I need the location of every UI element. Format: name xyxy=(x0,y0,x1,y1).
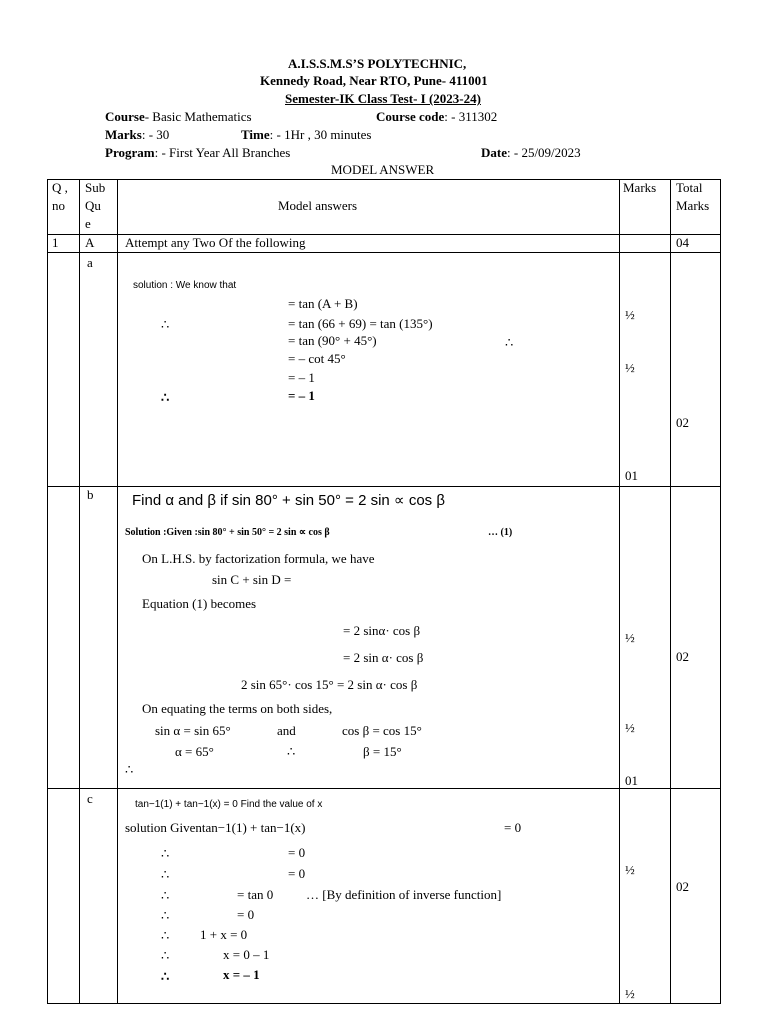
header-total-1: Total xyxy=(676,180,703,195)
sub-b-line-4: = 2 sinα· cos β xyxy=(343,623,421,638)
sub-b-total: 02 xyxy=(676,649,689,664)
sub-b-line-2: sin C + sin D = xyxy=(212,572,292,587)
sub-c-label: c xyxy=(87,791,93,806)
sub-c-question: tan−1(1) + tan−1(x) = 0 Find the value of x xyxy=(135,799,323,810)
table-border-right xyxy=(720,179,721,1004)
sub-c-line-4: = 0 xyxy=(237,907,255,922)
marks-label: Marks xyxy=(105,127,142,142)
time-label: Time xyxy=(241,127,270,142)
sub-c-line-7: x = – 1 xyxy=(223,967,260,982)
sub-b-line-1: On L.H.S. by factorization formula, we have xyxy=(142,551,375,566)
sub-a-therefore-2: ∴ xyxy=(505,335,514,350)
sub-a-therefore-3: ∴ xyxy=(161,390,170,405)
institute-address: Kennedy Road, Near RTO, Pune- 411001 xyxy=(260,73,488,88)
time-line xyxy=(241,127,371,143)
course-code-label: Course code xyxy=(376,109,445,124)
sub-a-total: 02 xyxy=(676,415,689,430)
institute-name: A.I.S.S.M.S’S POLYTECHNIC, xyxy=(288,56,467,71)
sub-c-therefore-7: ∴ xyxy=(161,969,170,984)
sub-b-line-9b: ∴ xyxy=(287,744,296,759)
course-value: - Basic Mathematics xyxy=(144,109,252,124)
sub-b-mark-3: 01 xyxy=(625,773,638,788)
header-sub-3: e xyxy=(85,216,91,231)
marks-line xyxy=(105,127,169,143)
row1-instruction: Attempt any Two Of the following xyxy=(125,235,306,250)
sub-a-line-2: = tan (66 + 69) = tan (135°) xyxy=(288,316,433,331)
sub-c-therefore-2: ∴ xyxy=(161,867,170,882)
row1-total: 04 xyxy=(676,235,689,250)
sub-b-eq-ref: … (1) xyxy=(488,527,513,538)
sub-b-line-8c: cos β = cos 15° xyxy=(342,723,422,738)
sub-b-line-9c: β = 15° xyxy=(363,744,402,759)
header-qno-1: Q , xyxy=(52,180,68,195)
sub-b-solution: Solution :Given :sin 80° + sin 50° = 2 sin ∝ cos β xyxy=(125,527,330,538)
row1-sub: A xyxy=(85,235,95,250)
header-total-2: Marks xyxy=(676,198,710,213)
sub-a-line-3: = tan (90° + 45°) xyxy=(288,333,377,348)
sub-c-mark-2: ½ xyxy=(625,986,635,1001)
date-line xyxy=(481,145,581,161)
sub-b-mark-2: ½ xyxy=(625,720,635,735)
sub-c-therefore-3: ∴ xyxy=(161,888,170,903)
answer-table xyxy=(47,179,721,1004)
semester-title: Semester-IK Class Test- I (2023-24) xyxy=(285,91,481,106)
sub-a-solution: solution : We know that xyxy=(133,280,237,291)
program-value: : - First Year All Branches xyxy=(154,145,291,160)
sub-c-line-6: x = 0 – 1 xyxy=(223,947,270,962)
sub-c-mark-1: ½ xyxy=(625,862,635,877)
col-divider-marks xyxy=(619,179,620,1004)
header-marks: Marks xyxy=(623,180,657,195)
sub-a-label: a xyxy=(87,255,93,270)
sub-c-line-2: = 0 xyxy=(288,866,306,881)
sub-a-line-1: = tan (A + B) xyxy=(288,296,358,311)
sub-a-mark-2: ½ xyxy=(625,360,635,375)
sub-b-line-6: 2 sin 65°· cos 15° = 2 sin α· cos β xyxy=(241,677,418,692)
sub-b-line-3: Equation (1) becomes xyxy=(142,596,257,611)
sub-c-therefore-5: ∴ xyxy=(161,928,170,943)
sub-a-mark-1: ½ xyxy=(625,307,635,322)
col-divider-sub xyxy=(79,179,80,1004)
sub-b-mark-1: ½ xyxy=(625,630,635,645)
header-sub-2: Qu xyxy=(85,198,101,213)
sub-c-therefore-6: ∴ xyxy=(161,948,170,963)
program-line xyxy=(105,145,290,161)
course-line xyxy=(105,109,252,125)
model-answer-title: MODEL ANSWER xyxy=(331,162,435,177)
sub-c-line-5: 1 + x = 0 xyxy=(200,927,248,942)
sub-b-question: Find α and β if sin 80° + sin 50° = 2 sin ∝ cos β xyxy=(132,492,445,509)
sub-b-label: b xyxy=(87,487,94,502)
sub-c-therefore-1: ∴ xyxy=(161,846,170,861)
sub-c-solution: solution Giventan−1(1) + tan−1(x) xyxy=(125,820,306,835)
sub-c-therefore-4: ∴ xyxy=(161,908,170,923)
sub-a-mark-3: 01 xyxy=(625,468,638,483)
sub-b-line-9a: α = 65° xyxy=(175,744,214,759)
sub-c-line-1: = 0 xyxy=(288,845,306,860)
marks-value: : - 30 xyxy=(141,127,170,142)
sub-c-solution-eq: = 0 xyxy=(504,820,522,835)
sub-c-total: 02 xyxy=(676,879,689,894)
sub-a-line-5: = – 1 xyxy=(288,370,315,385)
header-model-answers: Model answers xyxy=(278,198,358,213)
sub-b-line-7: On equating the terms on both sides, xyxy=(142,701,333,716)
header-qno-2: no xyxy=(52,198,65,213)
header-sub-1: Sub xyxy=(85,180,106,195)
sub-a-line-6: = – 1 xyxy=(288,388,315,403)
sub-a-line-4: = – cot 45° xyxy=(288,351,346,366)
program-label: Program xyxy=(105,145,155,160)
table-border-left xyxy=(47,179,48,1004)
course-code-line xyxy=(376,109,497,125)
time-value: : - 1Hr , 30 minutes xyxy=(269,127,372,142)
row1-qno: 1 xyxy=(52,235,59,250)
date-label: Date xyxy=(481,145,507,160)
sub-b-therefore: ∴ xyxy=(125,762,134,777)
sub-b-line-5: = 2 sin α· cos β xyxy=(343,650,424,665)
sub-c-line-3: = tan 0 xyxy=(237,887,274,902)
date-value: : - 25/09/2023 xyxy=(507,145,581,160)
course-code-value: : - 311302 xyxy=(444,109,498,124)
sub-a-therefore-1: ∴ xyxy=(161,317,170,332)
col-divider-total xyxy=(670,179,671,1004)
course-label: Course xyxy=(105,109,145,124)
sub-b-line-8b: and xyxy=(277,723,296,738)
col-divider-answers xyxy=(117,179,118,1004)
sub-b-line-8a: sin α = sin 65° xyxy=(155,723,231,738)
sub-c-def-note: … [By definition of inverse function] xyxy=(306,887,502,902)
